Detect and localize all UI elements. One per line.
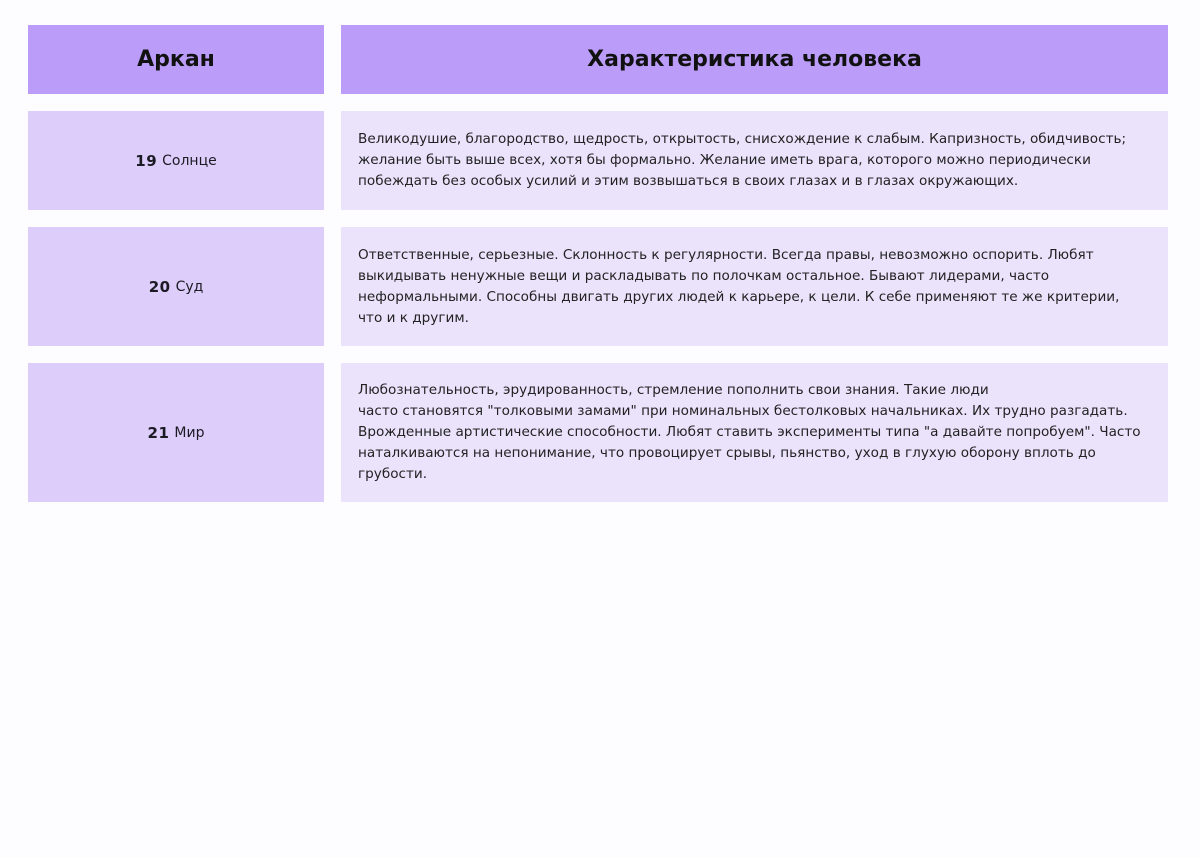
characteristic-line: желание быть выше всех, хотя бы формально. Желание иметь врага, которого можно периодически — [358, 152, 1091, 168]
arcana-cell-21 — [28, 363, 324, 502]
arcana-number: 19 — [135, 151, 158, 170]
arcana-number: 20 — [148, 277, 171, 296]
characteristic-line: наталкиваются на непонимание, что провоцирует срывы, пьянство, уход в глухую оборону вплоть до — [358, 445, 1096, 461]
characteristic-line: часто становятся "толковыми замами" при номинальных бестолковых начальниках. Их трудно разгадать. — [358, 403, 1128, 419]
characteristic-line: Любознательность, эрудированность, стремление пополнить свои знания. Такие люди — [358, 382, 989, 398]
characteristic-line: Великодушие, благородство, щедрость, открытость, снисхождение к слабым. Капризность, обидчивость; — [358, 131, 1127, 147]
header-characteristic: Характеристика человека — [341, 25, 1168, 94]
arcana-name: Суд — [175, 278, 204, 295]
characteristic-line: неформальными. Способны двигать других людей к карьере, к цели. К себе применяют те же критерии, — [358, 288, 1120, 305]
characteristic-line: выкидывать ненужные вещи и раскладывать по полочкам остальное. Бывают лидерами, часто — [358, 267, 1050, 284]
characteristic-line: Врожденные артистические способности. Любят ставить эксперименты типа "а давайте попробуем". Часто — [358, 424, 1141, 440]
characteristic-line: побеждать без особых усилий и этим возвышаться в своих глазах и в глазах окружающих. — [358, 173, 1019, 189]
arcana-number: 21 — [147, 423, 170, 442]
header-arcana: Аркан — [28, 25, 324, 94]
characteristic-line: что и к другим. — [358, 309, 469, 326]
arcana-cell-20 — [28, 227, 324, 346]
characteristic-cell-20 — [341, 227, 1168, 346]
characteristic-line: Ответственные, серьезные. Склонность к регулярности. Всегда правы, невозможно оспорить. Любят — [358, 246, 1094, 263]
arcana-name: Мир — [174, 424, 205, 441]
arcana-cell-19 — [28, 111, 324, 210]
characteristic-cell-19 — [341, 111, 1168, 210]
characteristic-cell-21 — [341, 363, 1168, 502]
characteristic-line: грубости. — [358, 466, 428, 482]
arcana-name: Солнце — [162, 152, 217, 169]
